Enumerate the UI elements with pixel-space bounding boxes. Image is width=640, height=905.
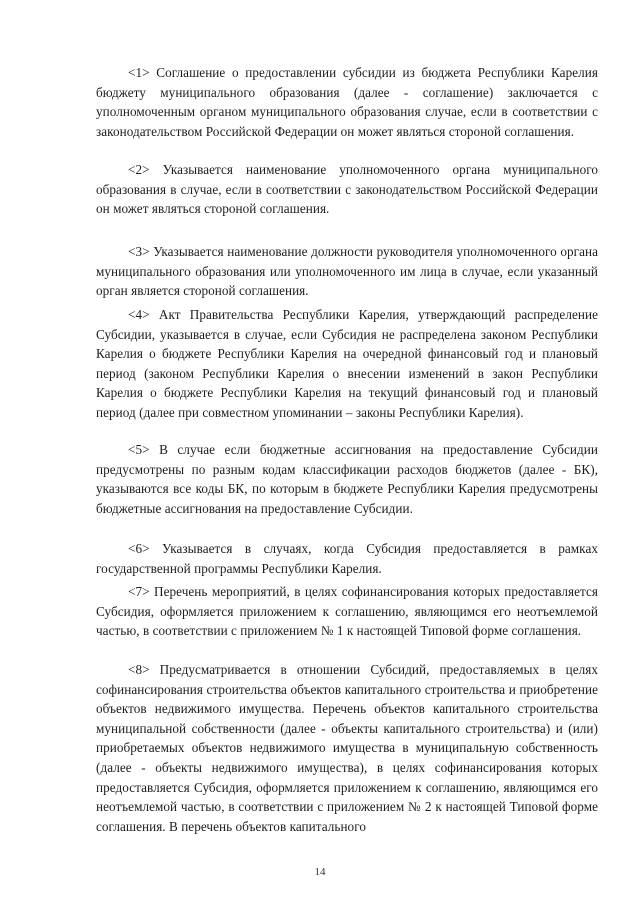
footnote-7: <7> Перечень мероприятий, в целях софинансирования которых предоставляется Субсидия, оформляется приложением к соглашению, являющимся его неотъемлемой частью, в соответствии с приложением № 1 к настоящей Типовой форме соглашения. <box>96 584 598 639</box>
footnote-8: <8> Предусматривается в отношении Субсидий, предоставляемых в целях софинансирования строительства объектов капитального строительства и приобретение объектов недвижимого имущества. Перечень объектов капитального строительства муниципальной собственности (далее - объекты капитального строительства) и (или) приобретаемых объектов недвижимого имущества в муниципальную собственность (далее - объекты недвижимого имущества), в целях софинансирования которых предоставляется Субсидия, оформляется приложением к соглашению, являющимся его неотъемлемой частью, в соответствии с приложением № 2 к настоящей Типовой форме соглашения. В перечень объектов капитального <box>96 662 598 834</box>
footnote-4: <4> Акт Правительства Республики Карелия, утверждающий распределение Субсидии, указывается в случае, если Субсидия не распределена законом Республики Карелия о бюджете Республики Карелия на очередной финансовый год и плановый период (законом Республики Карелия о внесении изменений в закон Республики Карелия о бюджете Республики Карелия на текущий финансовый год и плановый период (далее при совместном упоминании – законы Республики Карелия). <box>96 307 598 420</box>
footnote-2: <2> Указывается наименование уполномоченного органа муниципального образования в случае, если в соответствии с законодательством Российской Федерации он может являться стороной соглашения. <box>96 162 598 217</box>
footnote-6: <6> Указывается в случаях, когда Субсидия предоставляется в рамках государственной программы Республики Карелия. <box>96 541 598 576</box>
footnote-3: <3> Указывается наименование должности руководителя уполномоченного органа муниципального образования или уполномоченного им лица в случае, если указанный орган является стороной соглашения. <box>96 244 598 299</box>
page-number: 14 <box>314 866 326 878</box>
footnote-1: <1> Соглашение о предоставлении субсидии из бюджета Республики Карелия бюджету муниципального образования (далее - соглашение) заключается с уполномоченным органом муниципального образования случае, если в соответствии с законодательством Российской Федерации он может являться стороной соглашения. <box>96 65 598 139</box>
footnote-5: <5> В случае если бюджетные ассигнования на предоставление Субсидии предусмотрены по разным кодам классификации расходов бюджетов (далее - БК), указываются все коды БК, по которым в бюджете Республики Карелия предусмотрены бюджетные ассигнования на предоставление Субсидии. <box>96 442 598 516</box>
